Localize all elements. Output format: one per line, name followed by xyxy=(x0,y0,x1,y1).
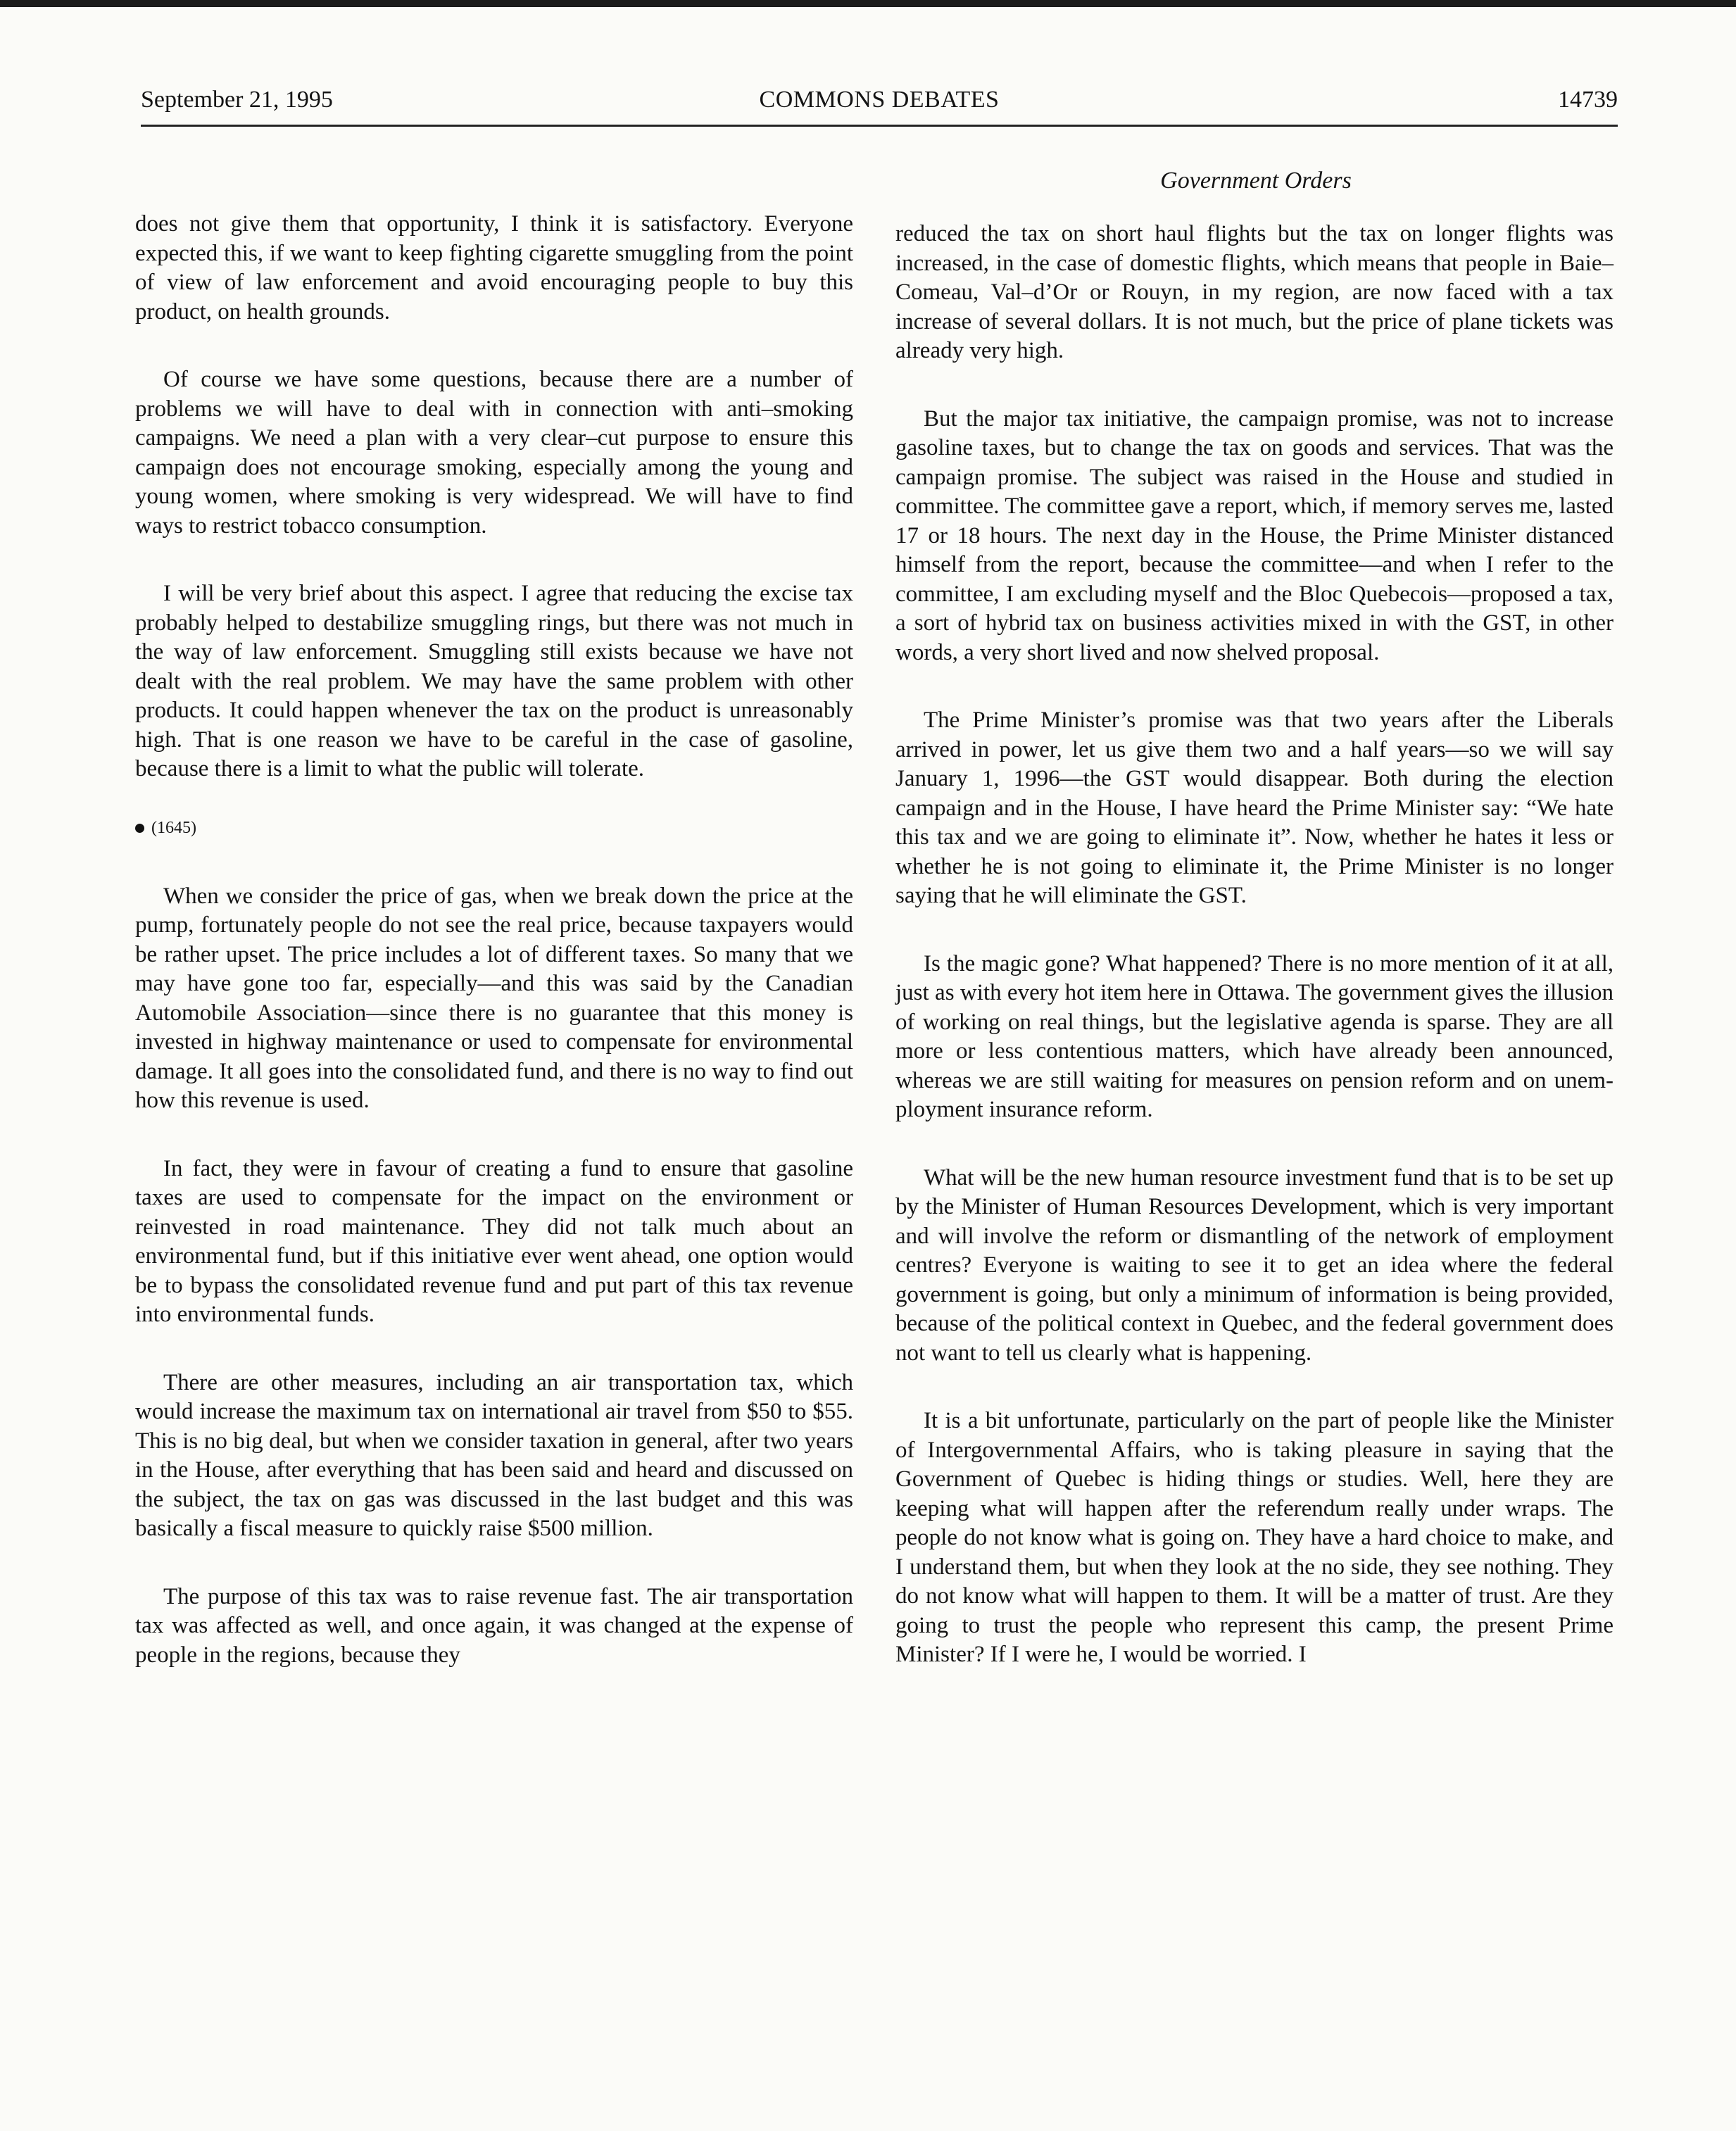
time-marker-label: (1645) xyxy=(151,818,196,837)
section-label: Government Orders xyxy=(1160,168,1352,194)
bullet-icon xyxy=(135,824,144,833)
paragraph: When we consider the price of gas, when we break down the price at the pump, fortunately people do not see the real price, because taxpayers would be rather upset. The price includes a lot of different taxes. So many that we may have gone too far, especially—and this was said by the Canadian Automobile Association—since there is no guarantee that this money is invested in highway maintenance or used to compensate for environmental damage. It all goes into the consolidated fund, and there is no way to find out how this revenue is used. xyxy=(135,883,854,1113)
paragraph: does not give them that opportunity, I think it is satisfactory. Everyone expected this, if we want to keep fighting cigarette smuggling from the point of view of law enforcement and avoid encouraging people to buy this product, on health grounds. xyxy=(135,211,853,325)
paragraph: I will be very brief about this aspect. I agree that reducing the excise tax probably helped to destabilize smuggling rings, but there was not much in the way of law enforcement. Smuggling still exists because we have not dealt with the real problem. We may have the same problem with other products. It could happen whenever the tax on the product is unreasonably high. That is one reason we have to be careful in the case of gasoline, because there is a limit to what the public will tolerate. xyxy=(135,581,853,781)
time-marker xyxy=(135,816,853,840)
header-page-number: 14739 xyxy=(1558,87,1618,113)
paragraph: The Prime Minister’s promise was that two years after the Liberals arrived in power, let us give them two and a half years—so we will say January 1, 1996—the GST would disappear. Both during the election campaign and in the House, I have heard the Prime Minister say: “We hate this tax and we are going to eliminate it”. Now, whether he hates it less or whether he is not going to eliminate it, the Prime Minister is no longer saying that he will eliminate the GST. xyxy=(895,708,1614,908)
paragraph: In fact, they were in favour of creating a fund to ensure that gasoline taxes are used to compensate for the impact on the environment or reinvested in road maintenance. They did not talk much about an environmental fund, but if this initiative ever went ahead, one option would be to bypass the consolidated revenue fund and put part of this tax revenue into environmental funds. xyxy=(135,1155,853,1327)
paragraph: What will be the new human resource investment fund that is to be set up by the Minister of Human Resources Development, which is very important and will involve the reform or dismantling of the network of employment centres? Everyone is waiting to see it to get an idea where the federal government is going, but only a minimum of information is being provided, because of the political context in Quebec, and the federal government does not want to tell us clearly what is happening. xyxy=(895,1164,1614,1366)
paragraph: But the major tax initiative, the campaign promise, was not to increase gasoline taxes, but to change the tax on goods and services. That was the campaign promise. The subject was raised in the House and studied in committee. The committee gave a report, which, if memory serves me, lasted 17 or 18 hours. The next day in the House, the Prime Minister distanced himself from the report, because the committee—and when I refer to the committee, I am excluding myself and the Bloc Quebecois—proposed a tax, a sort of hybrid tax on business activities mixed in with the GST, in other words, a very short lived and now shelved proposal. xyxy=(895,406,1614,665)
header-title: COMMONS DEBATES xyxy=(759,87,1000,113)
right-column xyxy=(895,220,1614,1709)
paragraph: Is the magic gone? What happened? There is no more mention of it at all, just as with every hot item here in Ottawa. The government gives the illusion of working on real things, but the legislative agenda is sparse. They are all more or less contentious matters, which have already been announced, whereas we are still waiting for measures on pension reform and on unemployment insurance reform. xyxy=(895,950,1614,1122)
header-date: September 21, 1995 xyxy=(141,87,333,113)
paragraph: It is a bit unfortunate, particularly on the part of people like the Minister of Intergovernmental Affairs, who is taking pleasure in saying that the Government of Quebec is hiding things or studies. Well, here they are keeping what will happen after the referendum really under wraps. The people do not know what is going on. They have a hard choice to make, and I understand them, but when they look at the no side, they see nothing. They do not know what will happen to them. It will be a matter of trust. Are they going to trust the people who represent this camp, the present Prime Minister? If I were he, I would be worried. I xyxy=(895,1408,1614,1667)
paragraph: There are other measures, including an air transportation tax, which would increase the maximum tax on international air travel from $50 to $55. This is no big deal, but when we consider taxation in general, after two years in the House, after everything that has been said and heard and discussed on the subject, the tax on gas was discussed in the last budget and this was basically a fiscal measure to quickly raise $500 million. xyxy=(135,1369,853,1541)
paragraph: Of course we have some questions, because there are a number of problems we will have to deal with in connection with anti–smoking campaigns. We need a plan with a very clear–cut purpose to ensure this campaign does not encourage smoking, especially among the young and young women, where smoking is very widespread. We will have to find ways to restrict tobacco consumption. xyxy=(135,367,853,539)
paragraph: The purpose of this tax was to raise revenue fast. The air transportation tax was affected as well, and once again, it was changed at the expense of people in the regions, because they xyxy=(135,1583,853,1668)
scan-edge xyxy=(0,0,1736,7)
left-column xyxy=(135,210,853,1709)
paragraph: reduced the tax on short haul flights but the tax on longer flights was increased, in the case of domestic flights, which means that people in Baie–Comeau, Val–d’Or or Rouyn, in my region, are now faced with a tax increase of several dollars. It is not much, but the price of plane tickets was already very high. xyxy=(895,221,1614,363)
page-header xyxy=(141,83,1618,127)
header-rule xyxy=(141,125,1618,127)
